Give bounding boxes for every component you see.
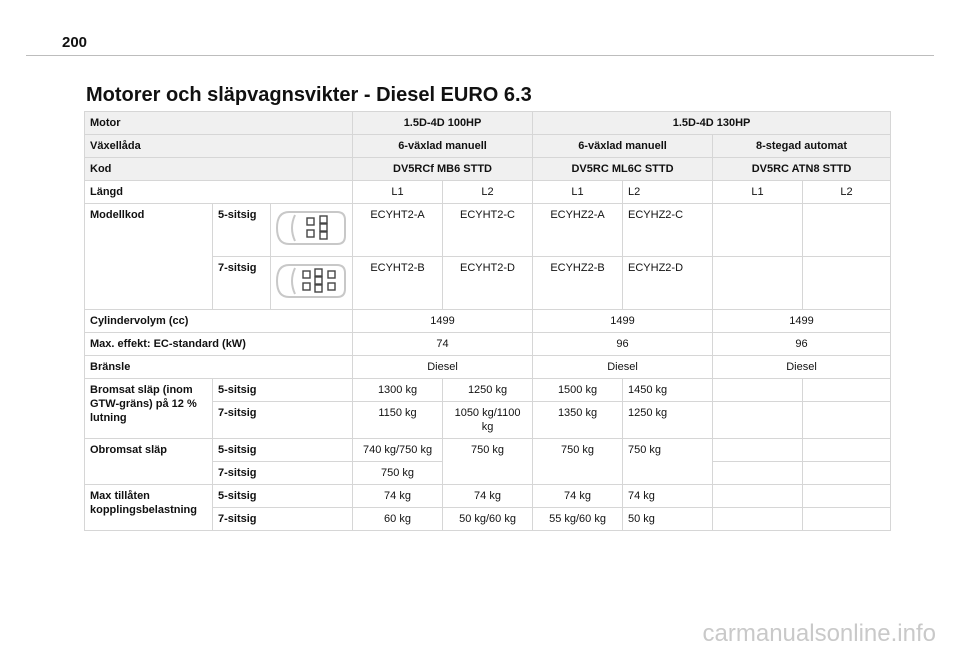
cell-seats: 7-sitsig bbox=[213, 257, 271, 310]
cell-empty bbox=[713, 462, 803, 485]
cell-value: 1350 kg bbox=[533, 402, 623, 439]
cell-value: 8-stegad automat bbox=[713, 135, 891, 158]
cell-value: Diesel bbox=[533, 356, 713, 379]
cell-value: Diesel bbox=[353, 356, 533, 379]
cell-value: 50 kg/60 kg bbox=[443, 508, 533, 531]
cell-label: Bromsat släp (inom GTW-gräns) på 12 % lutning bbox=[85, 379, 213, 439]
cell-value: DV5RCf MB6 STTD bbox=[353, 158, 533, 181]
cell-value: L1 bbox=[353, 181, 443, 204]
cell-value: 1250 kg bbox=[623, 402, 713, 439]
row-model-code-5 bbox=[85, 204, 891, 257]
row-coupling-5 bbox=[85, 485, 891, 508]
cell-seats: 5-sitsig bbox=[213, 439, 353, 462]
cell-empty bbox=[803, 402, 891, 439]
cell-value: 1450 kg bbox=[623, 379, 713, 402]
cell-value: 750 kg bbox=[623, 439, 713, 485]
cell-value: L1 bbox=[713, 181, 803, 204]
cell-label: Längd bbox=[85, 181, 353, 204]
cell-value: 1499 bbox=[353, 310, 533, 333]
row-braked-5 bbox=[85, 379, 891, 402]
cell-value: 55 kg/60 kg bbox=[533, 508, 623, 531]
cell-value: 1.5D-4D 130HP bbox=[533, 112, 891, 135]
row-power bbox=[85, 333, 891, 356]
cell-seats: 5-sitsig bbox=[213, 204, 271, 257]
cell-value: 74 kg bbox=[623, 485, 713, 508]
cell-value: 1150 kg bbox=[353, 402, 443, 439]
cell-label: Modellkod bbox=[85, 204, 213, 310]
cell-empty bbox=[803, 204, 891, 257]
cell-empty bbox=[803, 485, 891, 508]
cell-label: Max tillåten kopplingsbelastning bbox=[85, 485, 213, 531]
cell-value: DV5RC ATN8 STTD bbox=[713, 158, 891, 181]
cell-value: 750 kg bbox=[353, 462, 443, 485]
cell-empty bbox=[713, 257, 803, 310]
row-length bbox=[85, 181, 891, 204]
cell-value: 1499 bbox=[713, 310, 891, 333]
cell-value: 750 kg bbox=[533, 439, 623, 485]
cell-empty bbox=[713, 204, 803, 257]
row-motor bbox=[85, 112, 891, 135]
cell-seats: 7-sitsig bbox=[213, 462, 353, 485]
cell-value: ECYHZ2-A bbox=[533, 204, 623, 257]
cell-value: 96 bbox=[713, 333, 891, 356]
cell-label: Växellåda bbox=[85, 135, 353, 158]
cell-value: 96 bbox=[533, 333, 713, 356]
watermark: carmanualsonline.info bbox=[702, 620, 936, 647]
cell-value: 740 kg/750 kg bbox=[353, 439, 443, 462]
cell-value: L2 bbox=[803, 181, 891, 204]
cell-label: Motor bbox=[85, 112, 353, 135]
cell-value: 750 kg bbox=[443, 439, 533, 485]
cell-value: L2 bbox=[623, 181, 713, 204]
cell-seats: 7-sitsig bbox=[213, 508, 353, 531]
cell-value: ECYHZ2-C bbox=[623, 204, 713, 257]
header-divider bbox=[26, 55, 934, 56]
cell-value: 1500 kg bbox=[533, 379, 623, 402]
cell-empty bbox=[713, 508, 803, 531]
cell-value: 74 bbox=[353, 333, 533, 356]
cell-label: Bränsle bbox=[85, 356, 353, 379]
cell-empty bbox=[713, 439, 803, 462]
cell-seats: 5-sitsig bbox=[213, 379, 353, 402]
engine-spec-table bbox=[84, 111, 891, 531]
cell-label: Max. effekt: EC-standard (kW) bbox=[85, 333, 353, 356]
cell-value: DV5RC ML6C STTD bbox=[533, 158, 713, 181]
cell-value: ECYHT2-B bbox=[353, 257, 443, 310]
cell-value: 74 kg bbox=[533, 485, 623, 508]
cell-label: Cylindervolym (cc) bbox=[85, 310, 353, 333]
cell-value: 1300 kg bbox=[353, 379, 443, 402]
cell-value: L2 bbox=[443, 181, 533, 204]
cell-value: 74 kg bbox=[353, 485, 443, 508]
cell-empty bbox=[803, 257, 891, 310]
cell-value: 50 kg bbox=[623, 508, 713, 531]
cell-value: 74 kg bbox=[443, 485, 533, 508]
cell-value: 6-växlad manuell bbox=[353, 135, 533, 158]
cell-seats: 7-sitsig bbox=[213, 402, 353, 439]
cell-value: 1499 bbox=[533, 310, 713, 333]
cell-empty bbox=[803, 508, 891, 531]
cell-label: Obromsat släp bbox=[85, 439, 213, 485]
row-cylinder bbox=[85, 310, 891, 333]
cell-label: Kod bbox=[85, 158, 353, 181]
cell-value: ECYHT2-A bbox=[353, 204, 443, 257]
cell-value: 1050 kg/1100 kg bbox=[443, 402, 533, 439]
cell-value: 1.5D-4D 100HP bbox=[353, 112, 533, 135]
cell-value: ECYHT2-C bbox=[443, 204, 533, 257]
cell-seats: 5-sitsig bbox=[213, 485, 353, 508]
cell-empty bbox=[713, 402, 803, 439]
cell-value: 1250 kg bbox=[443, 379, 533, 402]
cell-empty bbox=[713, 379, 803, 402]
cell-empty bbox=[713, 485, 803, 508]
cell-value: 60 kg bbox=[353, 508, 443, 531]
cell-empty bbox=[803, 439, 891, 462]
cell-value: L1 bbox=[533, 181, 623, 204]
row-fuel bbox=[85, 356, 891, 379]
car-5-seat-icon bbox=[271, 204, 353, 257]
cell-empty bbox=[803, 462, 891, 485]
cell-value: Diesel bbox=[713, 356, 891, 379]
cell-empty bbox=[803, 379, 891, 402]
cell-value: ECYHT2-D bbox=[443, 257, 533, 310]
row-unbraked-5 bbox=[85, 439, 891, 462]
cell-value: ECYHZ2-D bbox=[623, 257, 713, 310]
cell-value: ECYHZ2-B bbox=[533, 257, 623, 310]
car-7-seat-icon bbox=[271, 257, 353, 310]
cell-value: 6-växlad manuell bbox=[533, 135, 713, 158]
page-number: 200 bbox=[62, 34, 88, 51]
row-code bbox=[85, 158, 891, 181]
page-title: Motorer och släpvagnsvikter - Diesel EURO 6.3 bbox=[86, 84, 532, 106]
row-gearbox bbox=[85, 135, 891, 158]
